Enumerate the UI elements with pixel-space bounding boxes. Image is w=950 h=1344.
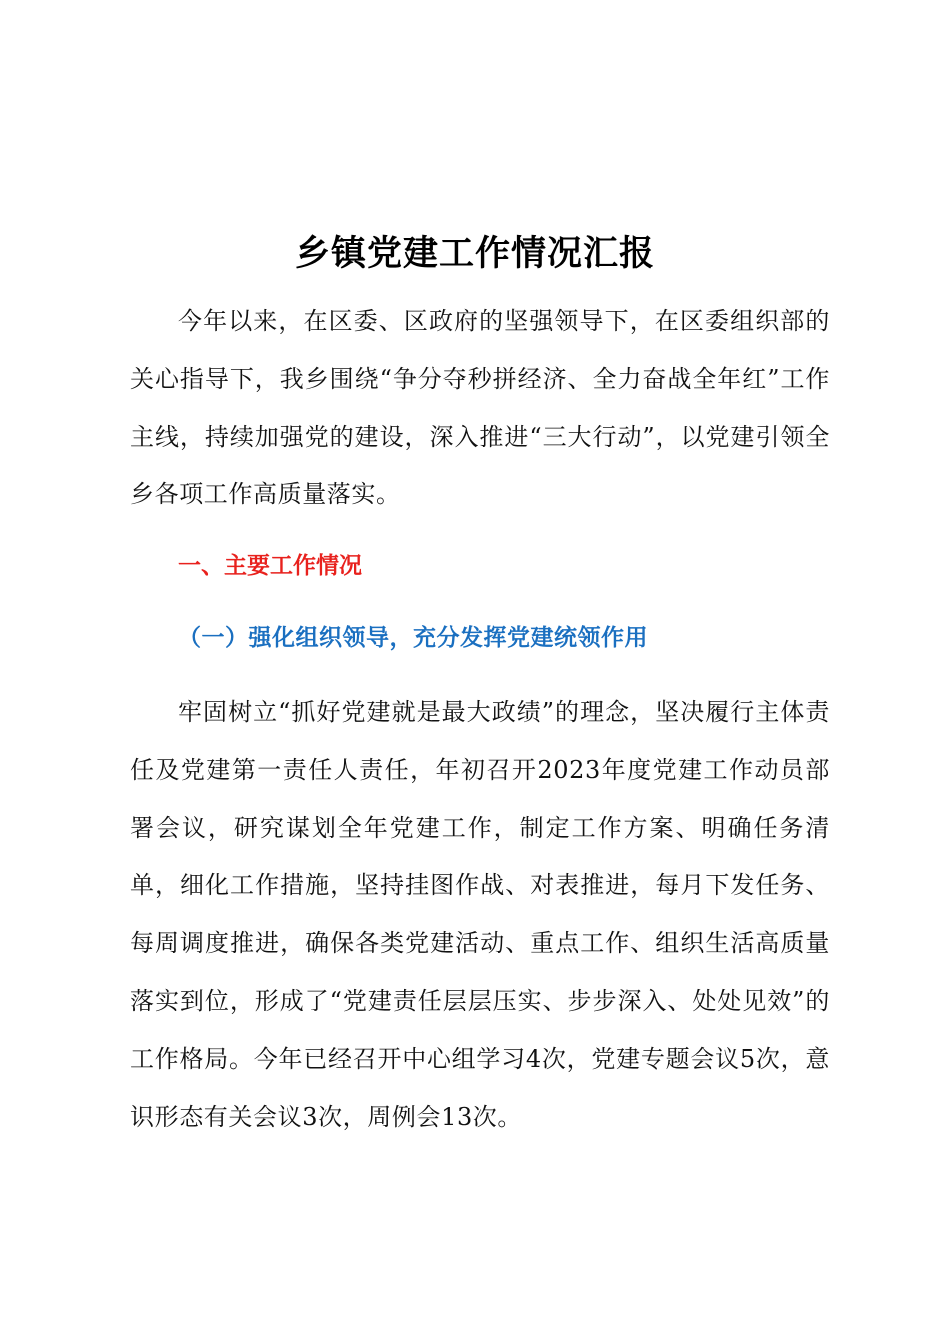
section-heading-main-work: 一、主要工作情况 [178, 553, 362, 579]
intro-paragraph: 今年以来，在区委、区政府的坚强领导下，在区委组织部的关心指导下，我乡围绕“争分夺秒拼经济、全力奋战全年红”工作主线，持续加强党的建设，深入推进“三大行动”，以党建引领全乡各项工作高质量落实。 [130, 307, 830, 509]
document-title: 乡镇党建工作情况汇报 [294, 233, 655, 275]
subsection-heading-organization-leadership: （一）强化组织领导，充分发挥党建统领作用 [178, 625, 648, 651]
subsection-body-paragraph: 牢固树立“抓好党建就是最大政绩”的理念，坚决履行主体责任及党建第一责任人责任，年初召开2023年度党建工作动员部署会议，研究谋划全年党建工作，制定工作方案、明确任务清单，细化工作措施，坚持挂图作战、对表推进，每月下发任务、每周调度推进，确保各类党建活动、重点工作、组织生活高质量落实到位，形成了“党建责任层层压实、步步深入、处处见效”的工作格局。今年已经召开中心组学习4次，党建专题会议5次，意识形态有关会议3次，周例会13次。 [130, 698, 830, 1131]
